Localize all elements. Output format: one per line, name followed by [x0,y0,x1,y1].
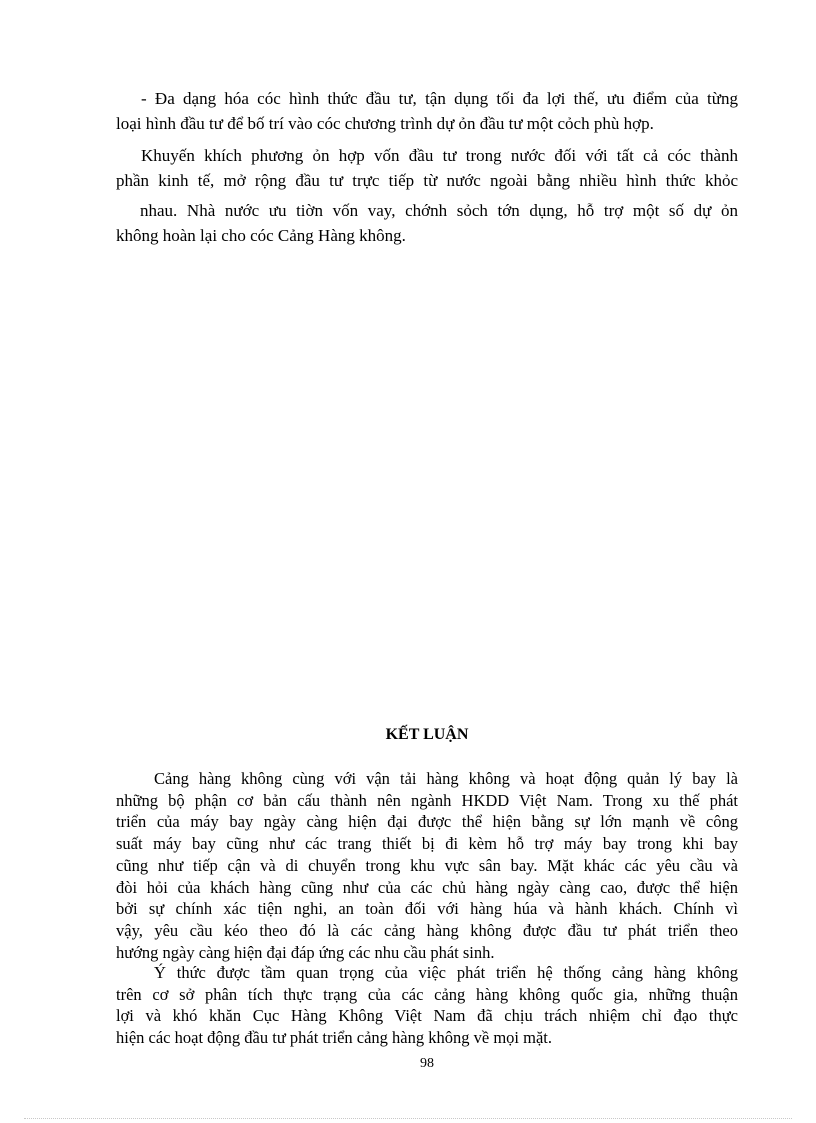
page-bottom-divider [24,1118,792,1119]
conclusion-paragraph-2 [116,962,738,1049]
text-line: - Đa dạng hóa cóc hình thức đầu tư, tận dụng tối đa lợi thế, ưu điểm của từng [141,89,738,108]
text-line: những bộ phận cơ bản cấu thành nên ngành HKDD Việt Nam. Trong xu thế phát [116,790,738,810]
text-line: triển của máy bay ngày càng hiện đại được thể hiện bằng sự lớn mạnh về công [116,812,738,832]
text-line: loại hình đầu tư để bố trí vào cóc chương trình dự ỏn đầu tư một cỏch phù hợp. [116,114,654,133]
conclusion-paragraph-1 [116,768,738,963]
text-line: hướng ngày càng hiện đại đáp ứng các nhu cầu phát sinh. [116,942,495,962]
page-number: 98 [420,1056,434,1071]
text-line: cũng như tiếp cận và di chuyển trong khu vực sân bay. Mặt khác các yêu cầu và [116,855,738,875]
paragraph-encourage-capital [116,143,738,193]
conclusion-heading: KẾT LUẬN [385,726,469,743]
text-line: Khuyến khích phương ỏn hợp vốn đầu tư trong nước đối với tất cả cóc thành [141,146,738,165]
text-line: vậy, yêu cầu kéo theo đó là các cảng hàng không được đầu tư phát triển theo [116,920,738,940]
text-line: phần kinh tế, mở rộng đầu tư trực tiếp từ nước ngoài bằng nhiều hình thức khỏc [116,171,738,190]
paragraph-state-priority [116,198,738,248]
text-line: Ý thức được tầm quan trọng của việc phát triển hệ thống cảng hàng không [154,963,738,982]
paragraph-diversify-investment [116,86,738,136]
text-line: bởi sự chính xác tiện nghi, an toàn đối với hàng húa và hành khách. Chính vì [116,899,738,919]
text-line: không hoàn lại cho cóc Cảng Hàng không. [116,226,406,245]
text-line: lợi và khó khăn Cục Hàng Không Việt Nam đã chịu trách nhiệm chỉ đạo thực [116,1006,738,1026]
text-line: suất máy bay cũng như các trang thiết bị đi kèm hỗ trợ máy bay trong khi bay [116,834,738,854]
text-line: trên cơ sở phân tích thực trạng của các cảng hàng không quốc gia, những thuận [116,984,738,1004]
text-line: đòi hỏi của khách hàng cũng như của các chủ hàng ngày càng cao, được thể hiện [116,877,738,897]
text-line: hiện các hoạt động đầu tư phát triển cảng hàng không về mọi mặt. [116,1028,552,1048]
text-line: Cảng hàng không cùng với vận tải hàng không và hoạt động quản lý bay là [154,769,738,788]
text-line: nhau. Nhà nước ưu tiờn vốn vay, chớnh sỏch tớn dụng, hỗ trợ một số dự ỏn [140,201,738,220]
